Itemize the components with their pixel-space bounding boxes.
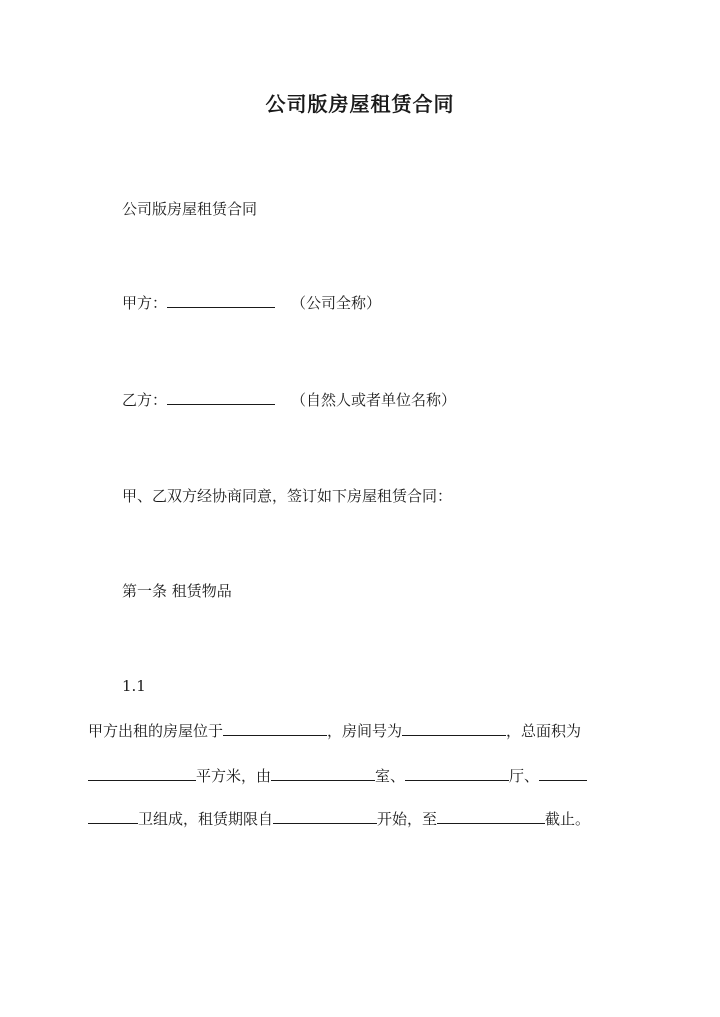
party-b-note: （自然人或者单位名称）: [291, 391, 457, 409]
agreement-statement: 甲、乙双方经协商同意，签订如下房屋租赁合同：: [122, 487, 453, 505]
article-1-heading: 第一条 租赁物品: [122, 582, 232, 600]
party-a-blank: [167, 293, 275, 308]
halls-blank: [405, 766, 509, 781]
bathrooms-blank-start: [539, 766, 587, 781]
clause-number: 1.1: [122, 677, 146, 695]
bathrooms-blank-end: [88, 809, 138, 824]
clause-line-1: [88, 720, 581, 741]
room-number-blank: [402, 721, 506, 736]
rooms-blank: [271, 766, 375, 781]
area-blank: [88, 766, 196, 781]
clause-text: 甲方出租的房屋位于: [88, 722, 224, 740]
party-a-label: 甲方：: [122, 294, 168, 312]
clause-text: 厅、: [509, 767, 540, 785]
location-blank: [223, 721, 327, 736]
party-b-line: [122, 389, 456, 410]
party-b-blank: [167, 390, 275, 405]
lease-start-blank: [273, 809, 377, 824]
clause-text: 平方米，由: [196, 767, 272, 785]
clause-line-2: [88, 765, 587, 786]
party-a-line: [122, 292, 381, 313]
party-a-note: （公司全称）: [291, 294, 382, 312]
party-b-label: 乙方：: [122, 391, 168, 409]
lease-end-blank: [437, 809, 545, 824]
document-subtitle: 公司版房屋租赁合同: [122, 200, 258, 218]
clause-text: ，房间号为: [327, 722, 403, 740]
clause-line-3: [88, 808, 590, 829]
clause-text: 截止。: [545, 810, 591, 828]
clause-text: 开始，至: [377, 810, 438, 828]
document-title: 公司版房屋租赁合同: [265, 92, 455, 116]
clause-text: ，总面积为: [506, 722, 582, 740]
clause-text: 室、: [375, 767, 406, 785]
clause-text: 卫组成，租赁期限自: [138, 810, 274, 828]
